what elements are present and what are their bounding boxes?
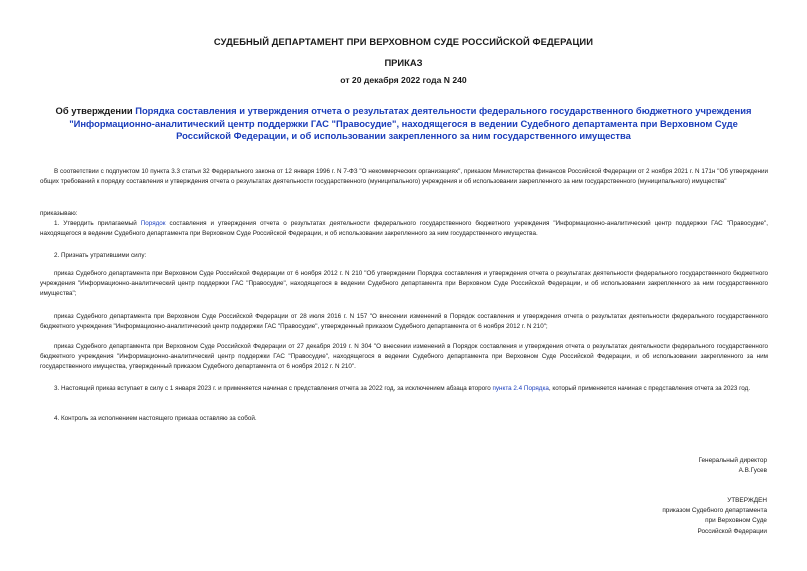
approval-line-2: приказом Судебного департамента bbox=[662, 507, 767, 515]
document-title bbox=[50, 105, 757, 143]
order-word: приказываю: bbox=[40, 210, 78, 217]
item-1-paragraph bbox=[40, 219, 768, 239]
approval-line-1: УТВЕРЖДЕН bbox=[727, 497, 767, 504]
approval-block bbox=[662, 496, 767, 537]
item-3-paragraph bbox=[40, 384, 768, 394]
repeal-1-paragraph: приказ Судебного департамента при Верховном Суде Российской Федерации от 6 ноября 2012 г. N 210 "Об утверждении Порядка составления и утверждения отчета о результатах деятельности федерального государственного бюджетного учреждения "Информационно-аналитический центр поддержки ГАС "Правосудие", находящегося в ведении Судебного департамента при Верховном Суде Российской Федерации, и об использовании закрепленного за ним государственного имущества"; bbox=[40, 270, 768, 298]
preamble-paragraph: В соответствии с подпунктом 10 пункта 3.3 статьи 32 Федерального закона от 12 января 1996 г. N 7-ФЗ "О некоммерческих организациях", приказом Министерства финансов Российской Федерации от 2 ноября 2021 г. N 171н "Об утверждении общих требований к порядку составления и утверждения отчета о результатах деятельности государственного (муниципального) учреждения и об использовании закрепленного за ним государственного (муниципального) имущества" bbox=[40, 168, 768, 186]
item-3-rest: , который применяется начиная с представления отчета за 2023 год. bbox=[548, 385, 751, 392]
approval-line-4: Российской Федерации bbox=[697, 527, 767, 535]
item-3-lead: 3. Настоящий приказ вступает в силу с 1 января 2023 г. и применяется начиная с представления отчета за 2022 год, за исключением абзаца второго bbox=[54, 385, 493, 392]
item-1-rest: составления и утверждения отчета о результатах деятельности федерального государственного бюджетного учреждения "Информационно-аналитический центр поддержки ГАС "Правосудие", находящегося в ведении Судебного департамента при Верховном Суде Российской Федерации, и об использовании закрепленного за ним государственного имущества. bbox=[40, 220, 769, 238]
document-date-number: от 20 декабря 2022 года N 240 bbox=[340, 75, 467, 85]
signature-block bbox=[698, 456, 767, 476]
approval-line-3: при Верховном Суде bbox=[705, 517, 767, 525]
item-3-link[interactable]: пункта 2.4 Порядка bbox=[492, 385, 549, 392]
repeal-2-paragraph: приказ Судебного департамента при Верховном Суде Российской Федерации от 28 июля 2016 г. N 157 "О внесении изменений в Порядок составления и утверждения отчета о результатах деятельности федерального государственного бюджетного учреждения "Информационно-аналитический центр поддержки ГАС "Правосудие", утвержденный приказом Судебного департамента от 6 ноября 2012 г. N 210"; bbox=[40, 313, 768, 331]
item-1-link[interactable]: Порядок bbox=[140, 220, 166, 227]
title-prefix: Об утверждении bbox=[55, 105, 136, 116]
document-type: ПРИКАЗ bbox=[384, 57, 423, 68]
title-link[interactable]: Порядка составления и утверждения отчета о результатах деятельности федерального государственного бюджетного учреждения "Информационно-аналитический центр поддержки ГАС "Правосудие", находящегося в ведении Судебного департамента при Верховном Суде Российской Федерации, и об использовании закрепленного за ним государственного имущества bbox=[69, 105, 752, 141]
item-4-paragraph: 4. Контроль за исполнением настоящего приказа оставляю за собой. bbox=[54, 415, 257, 422]
item-1-lead: 1. Утвердить прилагаемый bbox=[54, 220, 141, 227]
issuing-department: СУДЕБНЫЙ ДЕПАРТАМЕНТ ПРИ ВЕРХОВНОМ СУДЕ РОССИЙСКОЙ ФЕДЕРАЦИИ bbox=[213, 36, 594, 47]
signatory-name: А.В.Гусев bbox=[738, 467, 767, 475]
repeal-3-paragraph: приказ Судебного департамента при Верховном Суде Российской Федерации от 27 декабря 2019 г. N 304 "О внесении изменений в Порядок составления и утверждения отчета о результатах деятельности федерального государственного бюджетного учреждения "Информационно-аналитический центр поддержки ГАС "Правосудие", находящегося в ведении Судебного департамента при Верховном Суде Российской Федерации, и об использовании закрепленного за ним государственного имущества, утвержденный приказом Судебного департамента от 6 ноября 2012 г. N 210". bbox=[40, 343, 768, 371]
item-2-paragraph: 2. Признать утратившими силу: bbox=[54, 252, 147, 259]
signatory-position: Генеральный директор bbox=[698, 457, 767, 464]
